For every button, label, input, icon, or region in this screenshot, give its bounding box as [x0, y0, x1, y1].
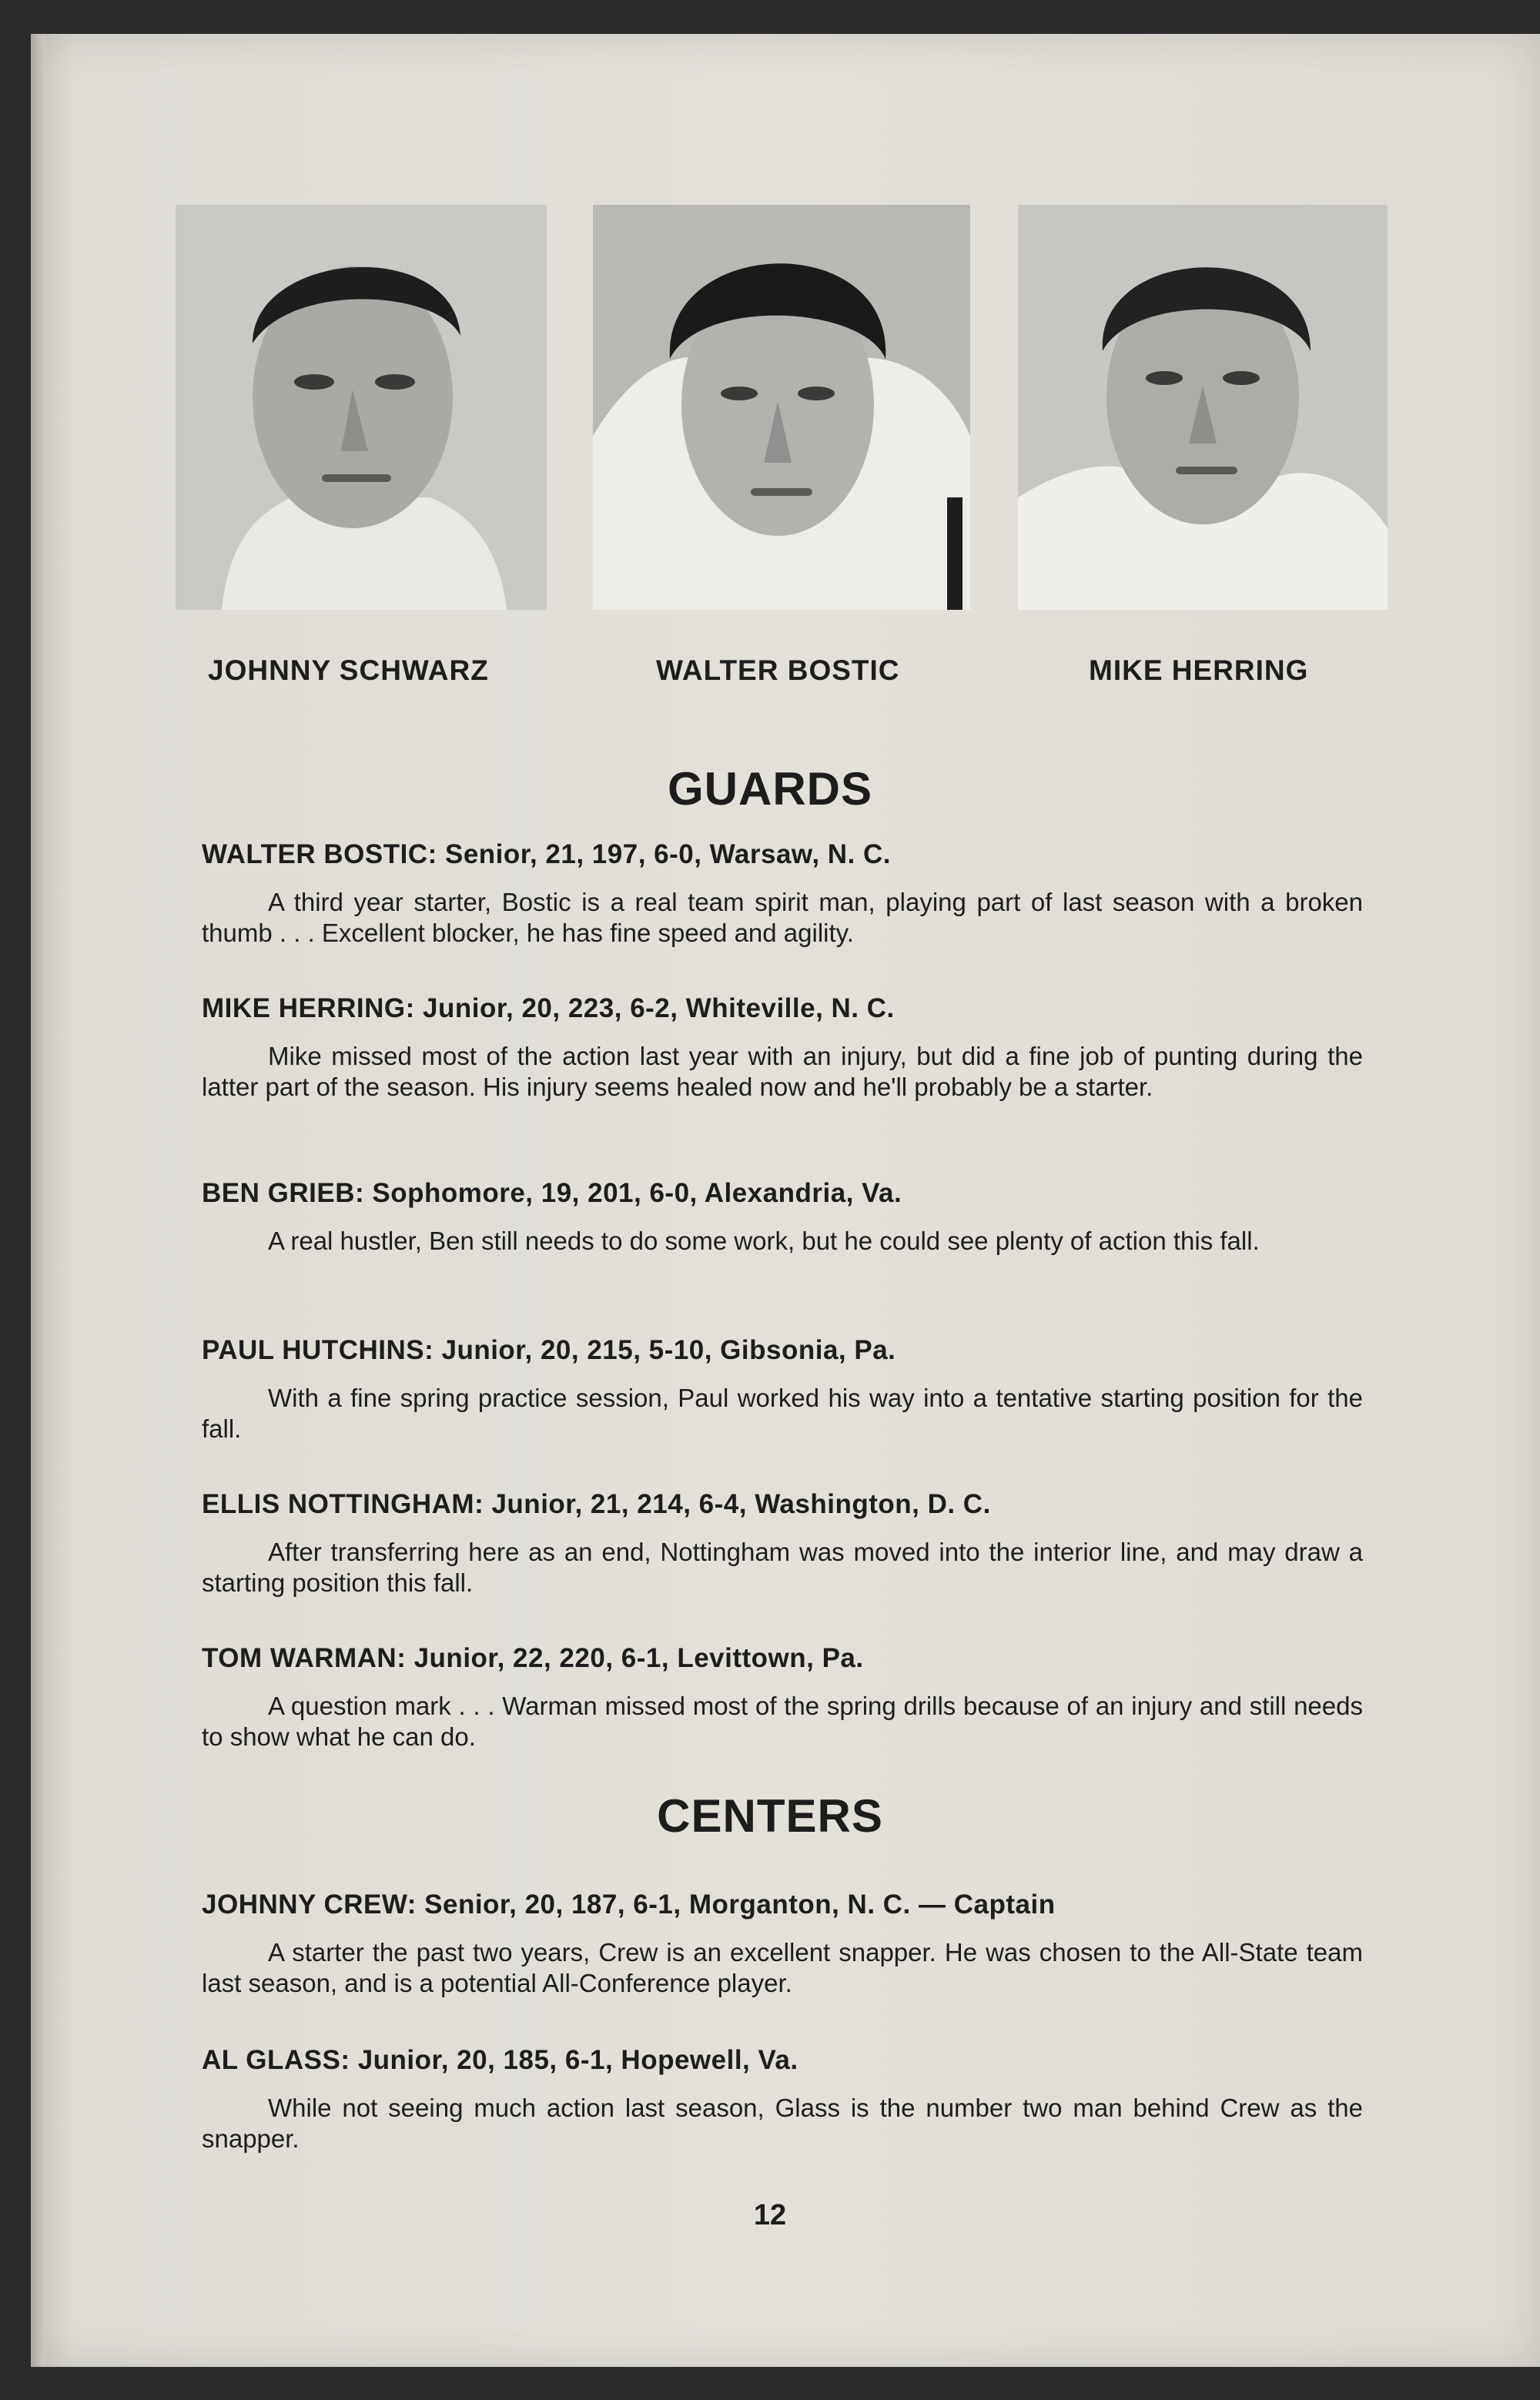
page-number: 12	[753, 2199, 787, 2231]
entry-description: A third year starter, Bostic is a real team spirit man, playing part of last season with a broken thumb . . . Excellent blocker, he has fine speed and agility.	[202, 888, 1363, 947]
entry-tom-warman	[202, 1643, 1363, 1752]
photo-walter-bostic	[593, 205, 970, 610]
entry-description: A real hustler, Ben still needs to do some work, but he could see plenty of action this fall.	[268, 1227, 1260, 1255]
entry-heading: BEN GRIEB: Sophomore, 19, 201, 6-0, Alexandria, Va.	[202, 1178, 902, 1208]
caption-johnny-schwarz: JOHNNY SCHWARZ	[208, 654, 489, 686]
caption-mike-herring: MIKE HERRING	[1089, 654, 1309, 686]
entry-description: A starter the past two years, Crew is an excellent snapper. He was chosen to the All-State team last season, and is a potential All-Conference player.	[202, 1938, 1363, 1997]
entry-johnny-crew	[202, 1890, 1363, 1999]
section-title-guards: GUARDS	[667, 763, 872, 815]
entry-heading: TOM WARMAN: Junior, 22, 220, 6-1, Levittown, Pa.	[202, 1643, 864, 1673]
entry-ellis-nottingham	[202, 1489, 1363, 1598]
entry-description: While not seeing much action last season, Glass is the number two man behind Crew as the snapper.	[202, 2094, 1363, 2153]
section-title-centers: CENTERS	[657, 1790, 883, 1842]
entry-heading: AL GLASS: Junior, 20, 185, 6-1, Hopewell, Va.	[202, 2045, 798, 2075]
photo-johnny-schwarz	[176, 205, 547, 610]
entry-al-glass	[202, 2045, 1363, 2154]
entry-heading: WALTER BOSTIC: Senior, 21, 197, 6-0, Warsaw, N. C.	[202, 839, 892, 869]
entry-heading: JOHNNY CREW: Senior, 20, 187, 6-1, Morganton, N. C. — Captain	[202, 1890, 1056, 1920]
entry-mike-herring	[202, 993, 1363, 1103]
entry-ben-grieb	[202, 1178, 1363, 1257]
photo-mike-herring	[1018, 205, 1388, 610]
entry-heading: PAUL HUTCHINS: Junior, 20, 215, 5-10, Gibsonia, Pa.	[202, 1335, 896, 1365]
entry-description: With a fine spring practice session, Paul worked his way into a tentative starting position for the fall.	[202, 1384, 1363, 1443]
entry-heading: ELLIS NOTTINGHAM: Junior, 21, 214, 6-4, Washington, D. C.	[202, 1489, 991, 1519]
page-binding-edge	[31, 34, 45, 2367]
entry-paul-hutchins	[202, 1335, 1363, 1444]
caption-walter-bostic: WALTER BOSTIC	[656, 654, 900, 686]
entry-description: A question mark . . . Warman missed most of the spring drills because of an injury and still needs to show what he can do.	[202, 1692, 1363, 1751]
entry-heading: MIKE HERRING: Junior, 20, 223, 6-2, Whiteville, N. C.	[202, 993, 895, 1023]
entry-description: After transferring here as an end, Nottingham was moved into the interior line, and may draw a starting position this fall.	[202, 1538, 1363, 1597]
entry-description: Mike missed most of the action last year with an injury, but did a fine job of punting during the latter part of the season. His injury seems healed now and he'll probably be a starter.	[202, 1042, 1363, 1101]
entry-walter-bostic	[202, 839, 1363, 949]
